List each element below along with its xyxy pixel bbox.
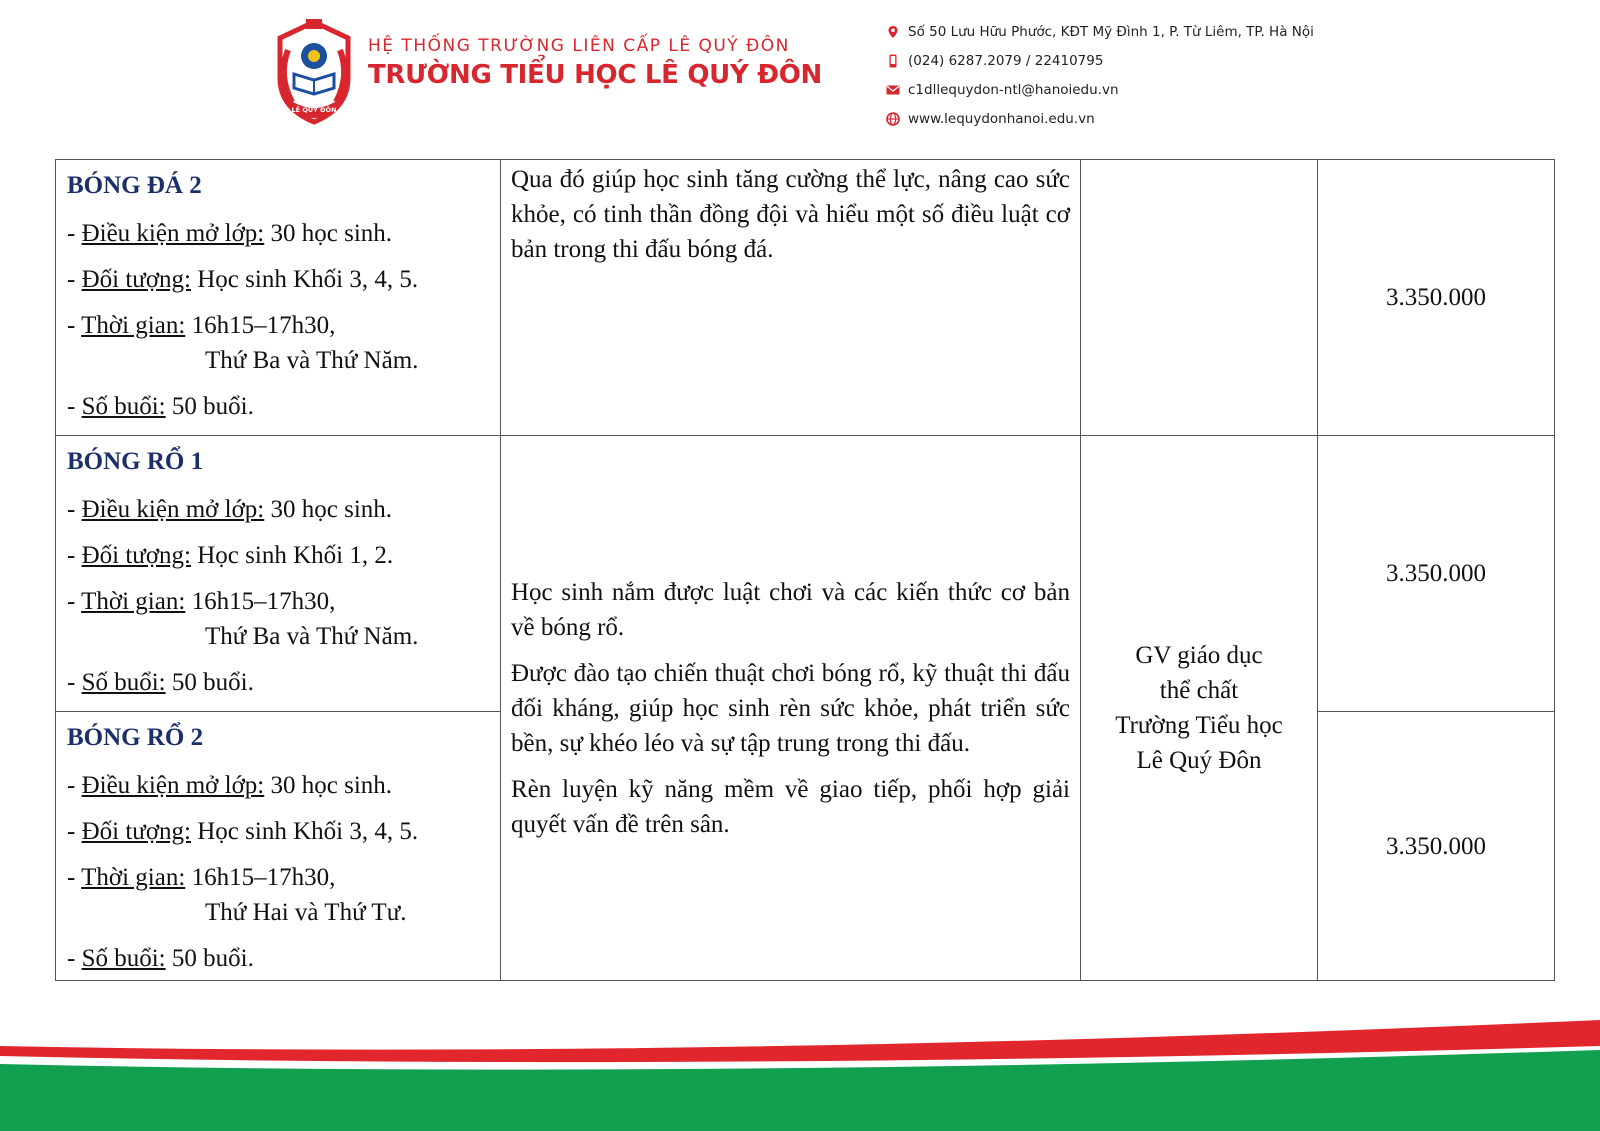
sessions-line: - Số buổi: 50 buổi. (67, 945, 254, 972)
audience-line: - Đối tượng: Học sinh Khối 3, 4, 5. (67, 266, 419, 293)
mail-icon (886, 83, 900, 97)
days-line: Thứ Hai và Thứ Tư. (205, 899, 407, 926)
red-wave (0, 1020, 1600, 1062)
school-name: TRƯỜNG TIỂU HỌC LÊ QUÝ ĐÔN (368, 60, 822, 90)
teacher-cell-empty (1081, 160, 1318, 436)
price-cell (1318, 160, 1555, 436)
price-cell (1318, 436, 1555, 712)
green-wave (0, 1050, 1600, 1131)
teacher-line: Trường Tiểu học (1115, 712, 1283, 739)
course-info-cell (56, 436, 501, 712)
contact-phone (886, 46, 1314, 75)
address-text: Số 50 Lưu Hữu Phước, KĐT Mỹ Đình 1, P. Từ Liêm, TP. Hà Nội (908, 23, 1314, 40)
globe-icon (886, 112, 900, 126)
audience-line: - Đối tượng: Học sinh Khối 1, 2. (67, 542, 394, 569)
course-info-cell (56, 160, 501, 436)
email-text[interactable]: c1dllequydon-ntl@hanoiedu.vn (908, 81, 1119, 98)
days-line: Thứ Ba và Thứ Năm. (205, 623, 419, 650)
teacher-line: thể chất (1159, 677, 1239, 704)
contact-email (886, 75, 1314, 104)
course-description-cell (501, 436, 1081, 981)
contact-address (886, 17, 1314, 46)
condition-line: - Điều kiện mở lớp: 30 học sinh. (67, 220, 393, 247)
course-title: BÓNG RỔ 2 (67, 724, 204, 751)
school-system-name: HỆ THỐNG TRƯỜNG LIÊN CẤP LÊ QUÝ ĐÔN (368, 36, 790, 56)
audience-line: - Đối tượng: Học sinh Khối 3, 4, 5. (67, 818, 419, 845)
basketball-description-1: Học sinh nắm được luật chơi và các kiến thức cơ bản về bóng rổ. (511, 578, 1070, 641)
basketball-description-3: Rèn luyện kỹ năng mềm về giao tiếp, phối hợp giải quyết vấn đề trên sân. (511, 775, 1070, 838)
school-crest-icon (270, 16, 358, 128)
basketball-description-2: Được đào tạo chiến thuật chơi bóng rổ, kỹ thuật thi đấu đối kháng, giúp học sinh rèn sức khỏe, phát triển sức bền, sự khéo léo và sự tập trung trong thi đấu. (511, 659, 1070, 757)
sessions-line: - Số buổi: 50 buổi. (67, 669, 254, 696)
teacher-line: Lê Quý Đôn (1136, 747, 1262, 774)
footer-wave-decoration (0, 1010, 1600, 1131)
condition-line: - Điều kiện mở lớp: 30 học sinh. (67, 772, 393, 799)
sessions-line: - Số buổi: 50 buổi. (67, 393, 254, 420)
location-pin-icon (886, 25, 900, 39)
price-cell (1318, 712, 1555, 981)
time-line: - Thời gian: 16h15–17h30, (67, 588, 336, 615)
course-info-cell (56, 712, 501, 981)
price-value: 3.350.000 (1386, 832, 1486, 860)
table-row (56, 160, 1555, 436)
price-value: 3.350.000 (1386, 284, 1486, 311)
phone-text: (024) 6287.2079 / 22410795 (908, 52, 1104, 69)
condition-line: - Điều kiện mở lớp: 30 học sinh. (67, 496, 393, 523)
price-value: 3.350.000 (1386, 560, 1486, 587)
svg-text:LÊ QUÝ ĐÔN: LÊ QUÝ ĐÔN (291, 106, 337, 114)
school-heading (368, 36, 822, 90)
football-description: Qua đó giúp học sinh tăng cường thể lực, nâng cao sức khỏe, có tinh thần đồng đội và hiểu một số điều luật cơ bản trong thi đấu bóng đá. (511, 166, 1070, 263)
contact-info (886, 17, 1314, 133)
activities-table (55, 159, 1555, 981)
teacher-line: GV giáo dục (1135, 642, 1263, 669)
table-row (56, 436, 1555, 712)
course-description-cell (501, 160, 1081, 436)
time-line: - Thời gian: 16h15–17h30, (67, 312, 336, 339)
days-line: Thứ Ba và Thứ Năm. (205, 347, 419, 374)
contact-website (886, 104, 1314, 133)
course-title: BÓNG RỔ 1 (67, 448, 204, 475)
website-text[interactable]: www.lequydonhanoi.edu.vn (908, 110, 1095, 127)
course-title: BÓNG ĐÁ 2 (67, 172, 202, 199)
teacher-cell (1081, 436, 1318, 981)
time-line: - Thời gian: 16h15–17h30, (67, 864, 336, 891)
phone-icon (886, 54, 900, 68)
